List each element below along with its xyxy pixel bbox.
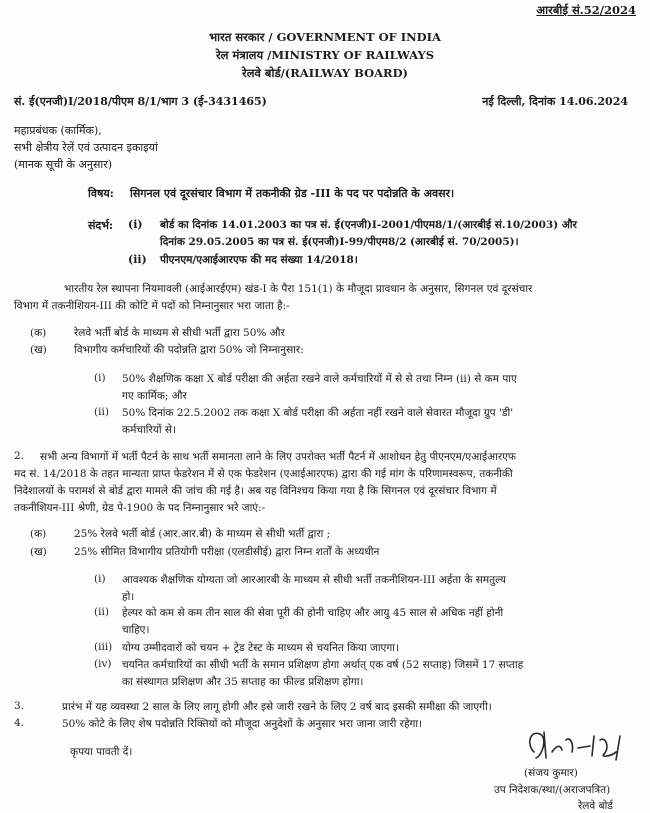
list2-item-b-text: 25% सीमित विभागीय प्रतियोगी परीक्षा (एलडीसीई) द्वारा निम्न शर्तों के अध्यधीन bbox=[74, 546, 380, 558]
reference-ii-line: पीएनएम/एआईआरएफ की मद संख्या 14/2018। bbox=[160, 254, 358, 266]
letter-number: सं. ई(एनजी)I/2018/पीएम 8/1/भाग 3 (ई-3431465) bbox=[14, 95, 267, 108]
list2-item-a-text: 25% रेलवे भर्ती बोर्ड (आर.आर.बी) के माध्यम से सीधी भर्ती द्वारा ; bbox=[74, 528, 331, 540]
sublist1-ii-line1: 50% दिनांक 22.5.2002 तक कक्षा X बोर्ड परीक्षा की अर्हता नहीं रखने वाले सेवारत मौजूदा ग्रुप 'डी' bbox=[122, 407, 514, 419]
list1-item-a-label: (क) bbox=[30, 327, 47, 339]
reference-ii-label: (ii) bbox=[128, 253, 147, 266]
reference-i-line2: दिनांक 29.05.2005 का पत्र सं. ई(एनजी)I-99/पीएम8/2 (आरबीई सं. 70/2005)। bbox=[160, 236, 519, 248]
list1-item-b-text: विभागीय कर्मचारियों की पदोन्नति द्वारा 50% जो निम्नानुसार: bbox=[74, 344, 304, 356]
subject-label: विषय: bbox=[88, 187, 114, 200]
list1-item-b-label: (ख) bbox=[30, 344, 47, 356]
list2-item-b-label: (ख) bbox=[30, 546, 47, 558]
header-government: भारत सरकार / GOVERNMENT OF INDIA bbox=[209, 30, 441, 44]
sublist1-i-line1: 50% शैक्षणिक कक्षा X बोर्ड परीक्षा की अर्हता रखने वाले कर्मचारियों में से से तथा निम्न (ii) से कम पाए bbox=[122, 373, 517, 385]
subject-text: सिगनल एवं दूरसंचार विभाग में तकनीकी ग्रेड -III के पद पर पदोन्नति के अवसर। bbox=[130, 187, 455, 200]
sublist2-iv-line1: चयनित कर्मचारियों का सीधी भर्ती के समान प्रशिक्षण होगा अर्थात् एक वर्ष (52 सप्ताह) जिसमें 17 सप्ताह bbox=[122, 659, 524, 671]
para2-line2: मद सं. 14/2018 के तहत मान्यता प्राप्त फेडरेशन में से एक फेडरेशन (एआईआरएफ) द्वारा की गई मांग के परिणामस्वरूप, तकनीकी bbox=[14, 468, 513, 480]
para2-line1: सभी अन्य विभागों में भर्ती पैटर्न के साथ भर्ती समानता लाने के लिए उपरोक्त भर्ती पैटर्न में आशोधन हेतु पीएनएम/एआईआरएफ bbox=[40, 451, 517, 463]
signatory-name: (संजय कुमार) bbox=[524, 767, 578, 779]
reference-i-line1: बोर्ड का दिनांक 14.01.2003 का पत्र सं. ई(एनजी)I-2001/पीएम8/1/(आरबीई सं.10/2003) और bbox=[160, 219, 577, 231]
intro-line2: विभाग में तकनीशियन-III की कोटि में पदों को निम्नानुसार भरा जाता है:- bbox=[14, 300, 290, 312]
sublist2-i-line2: हो। bbox=[122, 591, 135, 603]
header-board: रेलवे बोर्ड/(RAILWAY BOARD) bbox=[242, 66, 408, 80]
para4-text: 50% कोटे के लिए शेष पदोन्नति रिक्तियों को मौजूदा अनुदेशों के अनुसार भरा जाना जारी रहेगा। bbox=[62, 718, 423, 730]
sublist1-i-label: (i) bbox=[94, 372, 106, 384]
sublist2-i-label: (i) bbox=[94, 573, 106, 585]
para2-line3: निदेशालयों के परामर्श से बोर्ड द्वारा मामले की जांच की गई है। अब यह विनिश्चय किया गया है कि सिगनल एवं दूरसंचार विभाग में bbox=[14, 485, 497, 497]
sublist2-i-line1: आवश्यक शैक्षणिक योग्यता जो आरआरबी के माध्यम से सीधी भर्ती तकनीशियन-III अर्हता के समतुल्य bbox=[122, 574, 506, 586]
addressee-line1: महाप्रबंधक (कार्मिक), bbox=[14, 124, 102, 137]
sublist2-ii-line1: हेल्पर को कम से कम तीन साल की सेवा पूरी की होनी चाहिए और आयु 45 साल से अधिक नहीं होनी bbox=[122, 607, 504, 619]
para3-text: प्रारंभ में यह व्यवस्था 2 साल के लिए लागू होगी और इसे जारी रखने के लिए 2 वर्ष बाद इसकी समीक्षा की जाएगी। bbox=[62, 701, 492, 713]
closing-text: कृपया पावती दें। bbox=[70, 746, 133, 758]
header-ministry: रेल मंत्रालय /MINISTRY OF RAILWAYS bbox=[215, 48, 435, 62]
sublist2-ii-label: (ii) bbox=[94, 606, 109, 618]
list2-item-a-label: (क) bbox=[30, 528, 47, 540]
para2-number: 2. bbox=[14, 450, 25, 462]
sublist2-iv-label: (iv) bbox=[94, 658, 112, 670]
addressee-line3: (मानक सूची के अनुसार) bbox=[14, 158, 113, 171]
signatory-designation: उप निदेशक/स्था/(अराजपत्रित) bbox=[494, 784, 611, 796]
sublist1-i-line2: गए कार्मिक; और bbox=[122, 390, 187, 402]
place-date: नई दिल्ली, दिनांक 14.06.2024 bbox=[482, 95, 628, 108]
sublist2-iii-label: (iii) bbox=[94, 641, 113, 653]
sublist1-ii-label: (ii) bbox=[94, 406, 109, 418]
list1-item-a-text: रेलवे भर्ती बोर्ड के माध्यम से सीधी भर्ती द्वारा 50% और bbox=[74, 327, 285, 339]
sublist2-ii-line2: चाहिए। bbox=[122, 624, 150, 636]
handwritten-signature bbox=[520, 722, 640, 770]
sublist2-iv-line2: का संस्थागत प्रशिक्षण और 35 सप्ताह का फील्ड प्रशिक्षण होगा। bbox=[122, 676, 364, 688]
para2-line4: तकनीशियन-III श्रेणी, ग्रेड पे-1900 के पद निम्नानुसार भरे जाएं:- bbox=[14, 502, 266, 514]
signatory-office: रेलवे बोर्ड bbox=[578, 800, 613, 812]
para4-number: 4. bbox=[14, 717, 25, 729]
reference-i-label: (i) bbox=[128, 218, 143, 231]
intro-line1: भारतीय रेल स्थापना नियमावली (आईआरईएम) खंड-I के पैरा 151(1) के मौजूदा प्रावधान के अनुसार, सिगनल एवं दूरसंचार bbox=[64, 283, 533, 295]
para3-number: 3. bbox=[14, 700, 25, 712]
sublist2-iii-line1: योग्य उम्मीदवारों को चयन + ट्रेड टेस्ट के माध्यम से चयनित किया जाएगा। bbox=[122, 642, 399, 654]
reference-label: संदर्भ: bbox=[88, 219, 114, 232]
addressee-line2: सभी क्षेत्रीय रेलें एवं उत्पादन इकाइयां bbox=[14, 141, 158, 154]
rbe-number: आरबीई सं.52/2024 bbox=[536, 3, 636, 17]
sublist1-ii-line2: कर्मचारियों से। bbox=[122, 424, 176, 436]
